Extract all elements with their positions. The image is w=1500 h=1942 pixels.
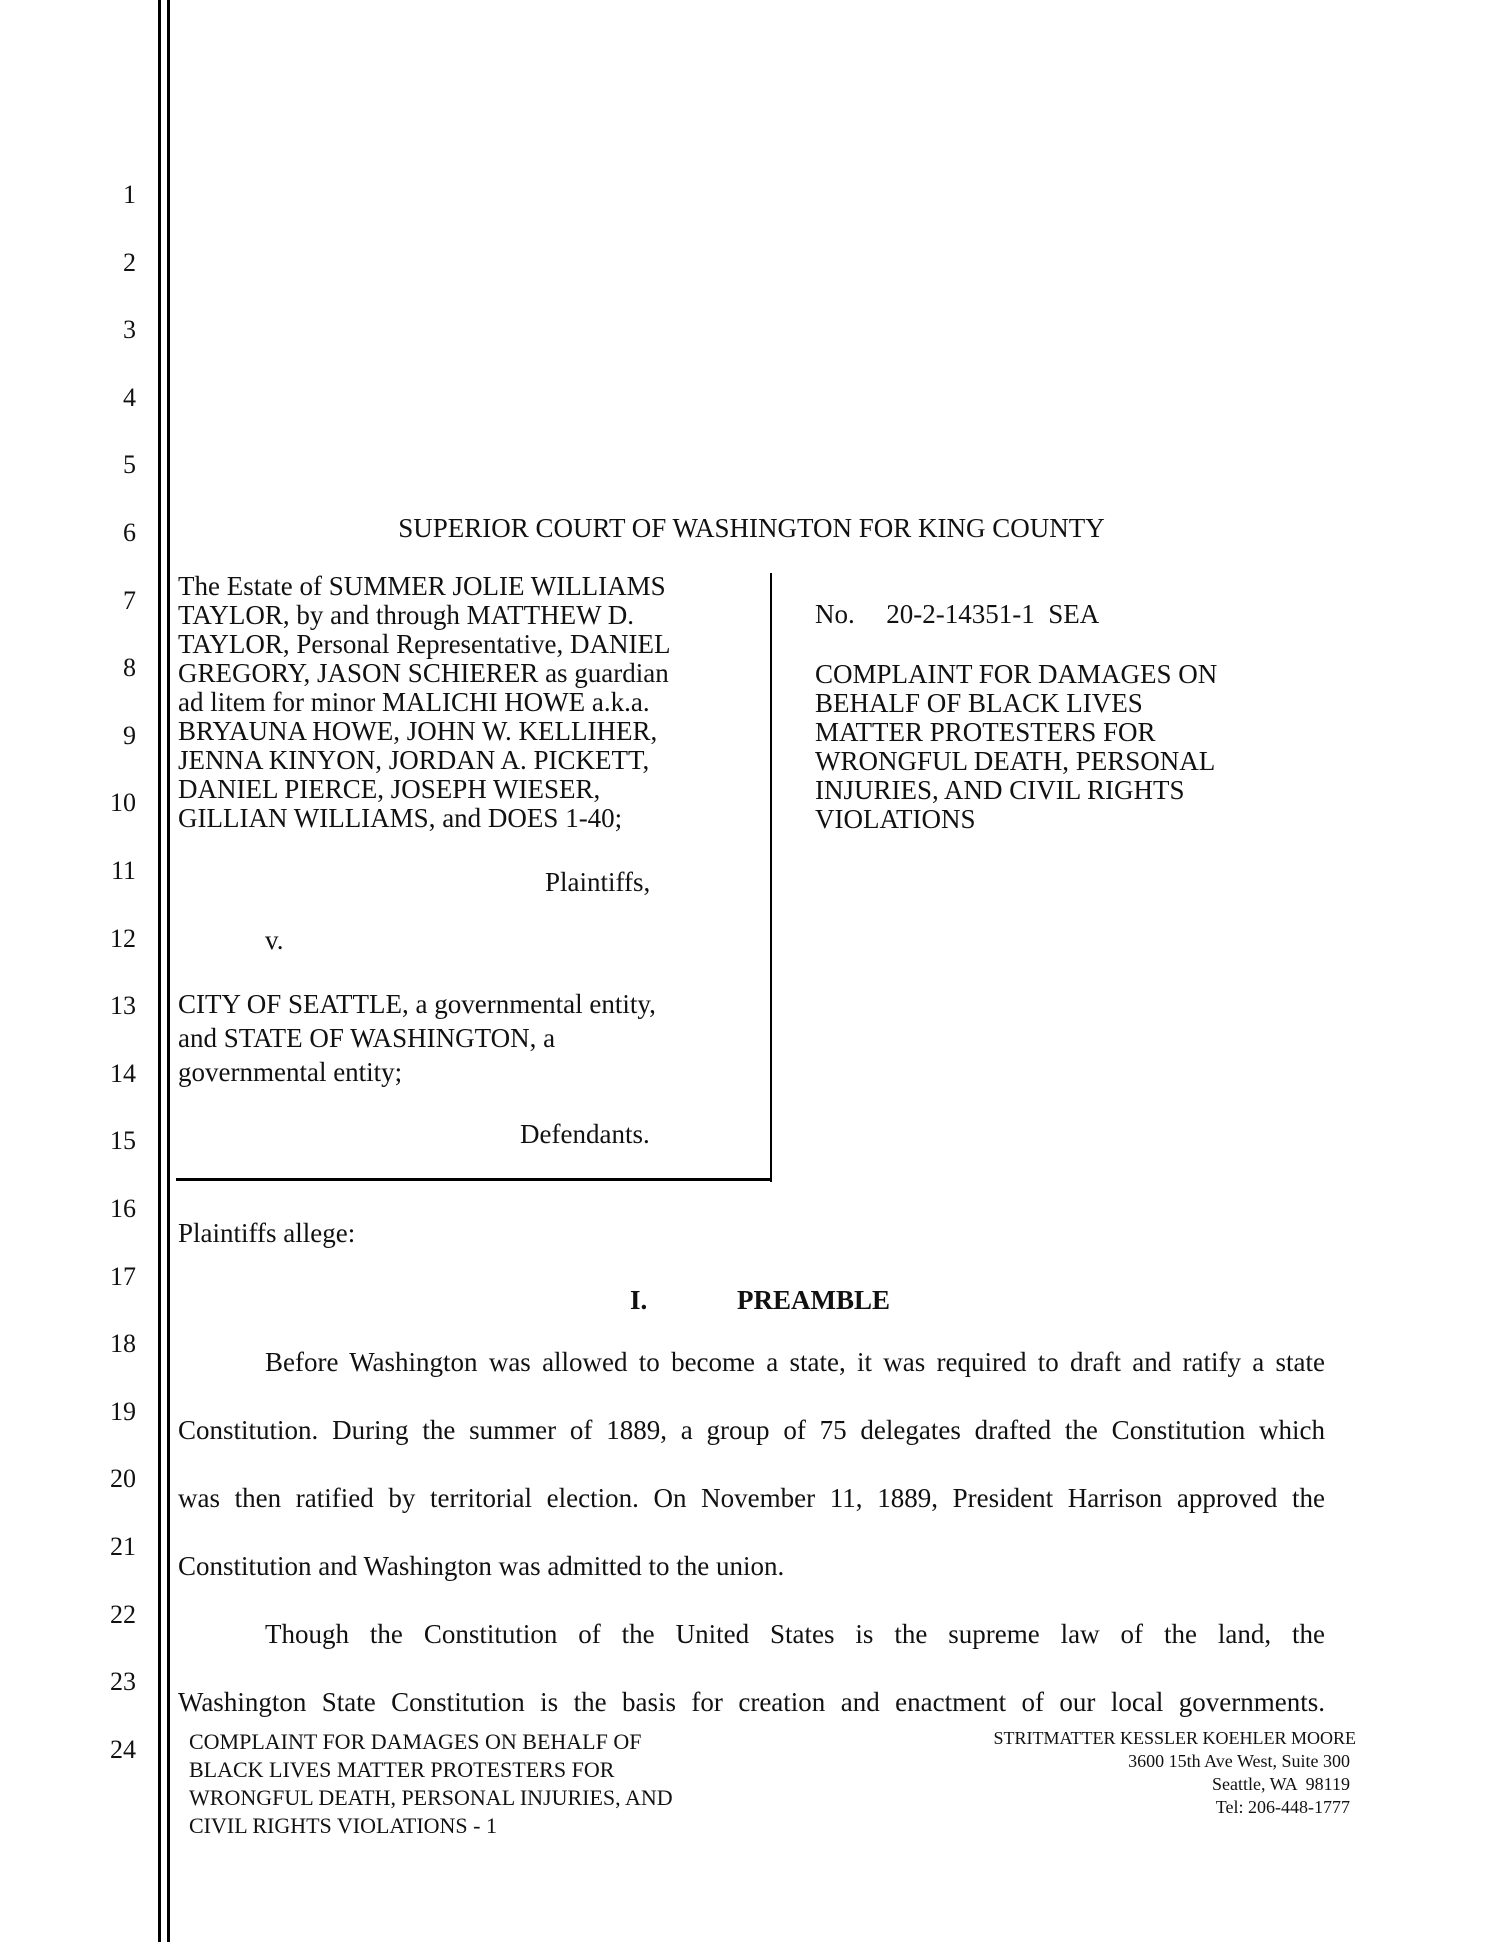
footer-firm-info <box>993 1727 1356 1819</box>
plaintiff-line: BRYAUNA HOWE, JOHN W. KELLIHER, <box>178 716 658 746</box>
line-number: 21 <box>110 1532 136 1561</box>
line-number: 6 <box>123 518 136 547</box>
document-title-line: INJURIES, AND CIVIL RIGHTS <box>815 775 1185 805</box>
defendant-line: governmental entity; <box>178 1057 403 1087</box>
section-number: I. <box>630 1285 648 1315</box>
line-number: 3 <box>123 315 136 344</box>
line-number: 23 <box>110 1667 136 1696</box>
line-number: 19 <box>110 1397 136 1426</box>
line-number: 8 <box>123 653 136 682</box>
document-title-line: VIOLATIONS <box>815 804 976 834</box>
plaintiff-line: DANIEL PIERCE, JOSEPH WIESER, <box>178 774 601 804</box>
plaintiff-line: JENNA KINYON, JORDAN A. PICKETT, <box>178 745 650 775</box>
plaintiff-line: GREGORY, JASON SCHIERER as guardian <box>178 658 669 688</box>
plaintiffs-label: Plaintiffs, <box>545 867 651 897</box>
footer-title-line: BLACK LIVES MATTER PROTESTERS FOR <box>189 1757 615 1782</box>
line-number: 4 <box>123 383 136 412</box>
line-number: 2 <box>123 248 136 277</box>
plaintiff-line: The Estate of SUMMER JOLIE WILLIAMS <box>178 571 666 601</box>
body-line: was then ratified by territorial election. On November 11, 1889, President Harrison approved the <box>178 1483 1325 1513</box>
caption-divider-vertical <box>770 573 772 1182</box>
section-title: PREAMBLE <box>737 1285 891 1315</box>
line-number: 24 <box>110 1735 136 1764</box>
line-number: 22 <box>110 1600 136 1629</box>
versus-label: v. <box>265 925 284 955</box>
line-number: 9 <box>123 721 136 750</box>
court-header: SUPERIOR COURT OF WASHINGTON FOR KING COUNTY <box>398 513 1105 543</box>
footer-document-title <box>189 1728 673 1840</box>
defendants-label: Defendants. <box>520 1119 650 1149</box>
firm-phone: Tel: 206-448-1777 <box>1215 1797 1350 1817</box>
body-line: Before Washington was allowed to become a state, it was required to draft and ratify a state <box>265 1347 1325 1377</box>
body-line: Constitution and Washington was admitted to the union. <box>178 1551 785 1581</box>
line-number: 17 <box>110 1262 136 1291</box>
case-number-row <box>815 600 1099 629</box>
document-title-line: BEHALF OF BLACK LIVES <box>815 688 1143 718</box>
line-number: 10 <box>110 788 136 817</box>
line-number: 11 <box>110 856 136 885</box>
plaintiff-line: ad litem for minor MALICHI HOWE a.k.a. <box>178 687 650 717</box>
document-title <box>815 660 1217 834</box>
document-title-line: WRONGFUL DEATH, PERSONAL <box>815 746 1216 776</box>
margin-line-outer <box>158 0 161 1942</box>
firm-address: 3600 15th Ave West, Suite 300 <box>1128 1751 1350 1771</box>
footer-title-line: CIVIL RIGHTS VIOLATIONS - 1 <box>189 1813 497 1838</box>
body-line: Washington State Constitution is the basis for creation and enactment of our local governments. <box>178 1687 1325 1717</box>
footer-title-line: COMPLAINT FOR DAMAGES ON BEHALF OF <box>189 1729 642 1754</box>
line-number: 5 <box>123 450 136 479</box>
intro-text: Plaintiffs allege: <box>178 1218 356 1248</box>
plaintiff-line: TAYLOR, by and through MATTHEW D. <box>178 600 635 630</box>
line-number: 7 <box>123 586 136 615</box>
firm-city: Seattle, WA 98119 <box>1212 1774 1350 1794</box>
defendant-line: and STATE OF WASHINGTON, a <box>178 1023 556 1053</box>
margin-line-inner <box>167 0 170 1942</box>
case-number: 20-2-14351-1 SEA <box>886 599 1100 629</box>
caption-defendants <box>178 987 656 1089</box>
line-number: 14 <box>110 1059 136 1088</box>
defendant-line: CITY OF SEATTLE, a governmental entity, <box>178 989 656 1019</box>
case-number-label: No. <box>815 599 855 629</box>
footer-title-line: WRONGFUL DEATH, PERSONAL INJURIES, AND <box>189 1785 673 1810</box>
line-number: 13 <box>110 991 136 1020</box>
document-title-line: MATTER PROTESTERS FOR <box>815 717 1156 747</box>
firm-name: STRITMATTER KESSLER KOEHLER MOORE <box>993 1728 1356 1748</box>
document-title-line: COMPLAINT FOR DAMAGES ON <box>815 659 1218 689</box>
caption-parties <box>178 572 768 833</box>
plaintiff-line: TAYLOR, Personal Representative, DANIEL <box>178 629 671 659</box>
line-number: 18 <box>110 1329 136 1358</box>
line-number: 16 <box>110 1194 136 1223</box>
body-line: Constitution. During the summer of 1889, a group of 75 delegates drafted the Constitution which <box>178 1415 1325 1445</box>
plaintiff-line: GILLIAN WILLIAMS, and DOES 1-40; <box>178 803 623 833</box>
line-number: 12 <box>110 924 136 953</box>
line-number: 20 <box>110 1464 136 1493</box>
caption-divider-horizontal <box>176 1178 772 1181</box>
line-number: 1 <box>123 180 136 209</box>
body-line: Though the Constitution of the United States is the supreme law of the land, the <box>265 1619 1325 1649</box>
line-number: 15 <box>110 1126 136 1155</box>
